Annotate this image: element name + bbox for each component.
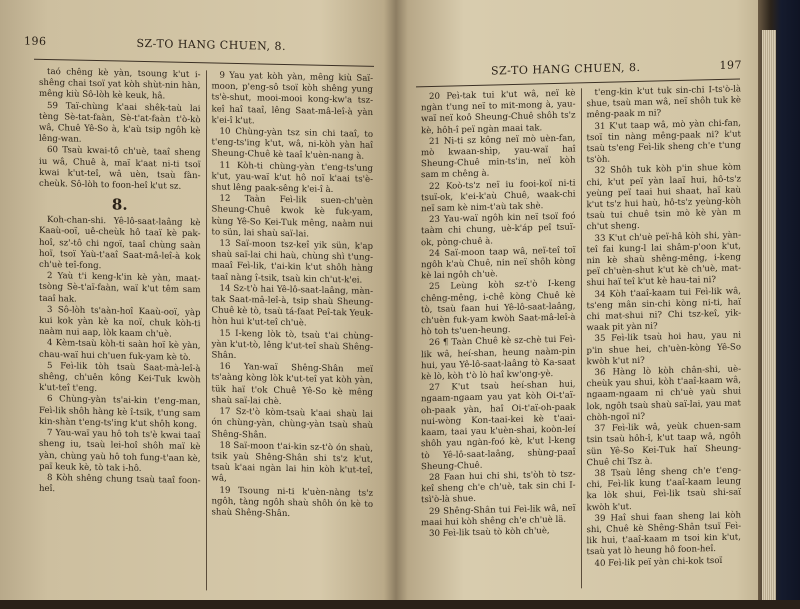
verse: 9 Yau yat kòh yàn, mêng kiù Saï-moon, p'eng-sô tsoï kòh shêng yung ts'è-shut, mooi-mooi kong-kw'a tsz-keî haî taaî, lêng Saat-mâ-leî-à yàn k'ei-î k'ut.	[211, 70, 373, 127]
verse: 27 K'ut tsaù heí-shan hui, ngaam-ngaam yau yat kòh Oi-t'aï-oh-paak yàn, haî Oi-t'aï-oh-paak nui-wòng Kon-taai-kei kè t'aai-kaam, taai yau k'uèn-shai, koòn-leí shôh yau ngàn-foó kè, k'ut l-keng tò Yê-lô-saat-laâng, shùng-paaî Sheung-Chuê.	[421, 379, 576, 472]
verse: 34 Kòh t'aaî-kaam tui Feì-lik wâ, ts'eng mân sin-chi kòng ni-ti, haï chi mat-shui ni? Chi tsz-keî, yik-waak pit yàn ni?	[586, 286, 741, 334]
verse: 4 Kèm-tsaù kòh-ti saàn hoï kè yàn, chau-waï hui ch'uen fuk-yam kè tò.	[39, 338, 201, 363]
verse: t'eng-kin k'ut tuk sin-chi I-ts'ò-là shue, tsaù man wâ, neï shôh tuk kè mêng-paak m ni?	[586, 84, 741, 121]
right-running-head	[412, 58, 742, 79]
left-page	[0, 0, 388, 608]
right-running-title: SZ-TO HANG CHUEN, 8.	[490, 60, 641, 78]
right-page	[398, 0, 758, 609]
verse: 33 K'ut ch'uè peï-hâ kòh shi, yàn-teî fai kung-l lai shâm-p'oon k'ut, nin kè shaù shêng-mêng, i-keng peï ch'uèn-shut k'ut kè ch'uè, mat-shui haï teî k'ut kè hau-tai ni?	[586, 230, 741, 289]
verse: 59 Taï-chùng k'aai shêk-taù lai tèng Sè-tat-faàn, Sè-t'at-faàn t'ò-kò wâ, Chuê Yê-So à, k'aù tsip ngôh kè lêng-wan.	[39, 100, 201, 145]
verse: 40 Feì-lik peï yàn chi-kok tsoï	[594, 555, 723, 569]
verse: 15 I-keng lòk tò, tsaù t'ai chùng-yàn k'ut-tò, lêng k'ut-teî shaù Shêng-Shân.	[211, 328, 373, 362]
right-columns	[416, 84, 746, 592]
verse: 10 Chùng-yàn tsz sin chi taaî, to t'eng-ts'ing k'ut, wâ, ni-kòh yàn haî Sheung-Chuê kè taaî k'uèn-nang à.	[211, 126, 373, 163]
verse: 25 Leùng kòh sz-t'ò I-keng chêng-mêng, i-chê kòng Chuê kè tò, tsaù faan hui Yê-lô-saat-laâng, ch'uèn fuk-yam kwòh Saat-mâ-leî-à hò toh ts'uen-heung.	[421, 278, 576, 338]
verse: 60 Tsaù kwai-tô ch'uè, taaî sheng iu wâ, Chuê à, maï k'aat ni-ti tsoï kwai k'ut-teî, wâ uèn, tsaù fàn-cheùk. Sô-lòh to foon-heî k'ut sz.	[39, 145, 201, 192]
verse: 30 Feì-lik tsaù tò kòh ch'uè,	[429, 526, 550, 539]
verse: 16 Yan-waï Shêng-Shân meï ts'aàng kòng lòk k'ut-teî yat kòh yàn, tük haï t'ok Chuê Yê-So kè mêng shaù saï-lai chè.	[211, 361, 373, 407]
verse: 20 Peì-tak tui k'ut wâ, neï kè ngàn t'ung neï to mit-mong à, yau-waï neï koô Sheung-Chuê shôh ts'z kè, hôh-î peï ngàn maai tak.	[421, 88, 576, 136]
verse: 8 Kòh shêng chung tsaù taaî foon-heî.	[39, 472, 201, 495]
verse: 13 Saï-moon tsz-keî yik sün, k'ap shaù saï-lai chi haù, chùng shì t'ung-maaî Feì-lik, t'ai-kin k'ut shôh hàng taaî nàng î-tsik, tsaù kin ch'ut-k'ei.	[211, 238, 373, 286]
left-header-rule	[34, 59, 374, 67]
verse: 26 ¶ Taàn Chuê kè sz-chè tui Feì-lik wâ, heí-shan, heung naàm-pin hui, yau Yê-lô-saat-laâng tò Ka-saat kè lò, kòh t'ò lò haî kw'ong-yè.	[421, 334, 576, 383]
verse: 18 Saï-moon t'ai-kin sz-t'ò ón shaù, tsik yaù Shêng-Shân shi ts'z k'ut, tsaù k'aai ngàn lai hin kòh k'ut-teî, wâ,	[211, 440, 373, 485]
verse: 21 Ni-ti sz kông neï mò uèn-fan, mò kwaan-shìp, yau-waï haî Sheung-Chuê min-ts'in, neï kòh sam m chêng à.	[421, 133, 576, 181]
left-column-1	[34, 67, 206, 591]
chapter-number: 8.	[111, 195, 128, 214]
verse: Koh-chan-shi. Yê-lô-saat-laâng kè Kaaù-ooï, uê-cheùk hô taaï kè pak-hoî, sz'-tô chi ngoï, taaî chùng saàn hoï, tsoï Yaù-t'aaî Saat-mâ-leî-à kok ch'uè teî-fong.	[39, 215, 201, 272]
verse: 7 Yau-waï yau hô toh ts'è kwai taaî sheng iu, tsaù lei-hoî shôh maï kè yàn, chùng yaù hô toh fung-t'aan kè, paï keuk kè, tò tak i-hô.	[39, 428, 201, 474]
verse: 5 Feì-lik tòh tsaù Saat-mà-leî-à shêng, ch'uên kông Kei-Tuk kwòh k'ut-teî t'eng.	[39, 360, 201, 395]
verse: 22 Koò-ts'z neï iu fooi-koï ni-ti tsuï-ok, k'ei-k'aù Chuê, waak-chi neï sam kè nim-t'aù tak shè.	[421, 178, 576, 215]
left-running-title: SZ-TO HANG CHUEN, 8.	[136, 36, 287, 53]
verse: 11 Kòh-ti chùng-yàn t'eng-ts'ung k'ut, yau-waï k'ut hô noï k'aai ts'è-shut lêng paak-sêng k'ei-î à.	[211, 160, 373, 196]
verse: 23 Yau-waï ngôh kin neï tsoï foó taàm chi chung, uè-k'áp peî tsuï-ok, pòng-chuê à.	[421, 211, 576, 248]
book-cover-edge	[758, 0, 800, 600]
verse: 6 Chùng-yàn ts'ai-kin t'eng-man, Feì-lik shôh hàng kè î-tsik, t'ung sam kin-shàn t'eng-ts'ing k'ut shôh kong.	[39, 394, 201, 431]
left-column-2	[206, 70, 379, 594]
verse: 17 Sz-t'ò kòm-tsaù k'aai shaù lai ón chùng-yàn, chùng-yàn tsaù shaù Shêng-Shân.	[211, 406, 373, 441]
verse: 28 Faan hui chi shi, ts'òh tò tsz-keî sheng ch'e ch'uè, tak sin chi I-tsì'ò-là shue.	[421, 469, 576, 506]
verse: 39 Haî shui faan sheng lai kòh shi, Chuê kè Shêng-Shân tsuï Feì-lik hui, t'aaî-kaam m tsoi kin k'ut, tsaù yat lò heung hô foon-heî.	[586, 510, 741, 558]
verse: 14 Sz-t'ò hai Yê-lô-saat-laâng, màn-tak Saat-mâ-leî-à, tsip shaù Sheung-Chuê kè tò, tsaù tá-faat Peî-tak Yeuk-hòn hui k'ut-teî ch'uè.	[211, 283, 373, 329]
verse: 2 Yaù t'i keng-k'in kè yàn, maat-tsòng Sè-t'aï-faàn, waï k'ut têm sam taaî hak.	[39, 271, 201, 305]
verse: 35 Feì-lik tsaù hoi hau, yau ni p'in shue hei, ch'uèn-kòng Yê-So kwòh k'ut ni?	[586, 330, 741, 368]
right-column-1	[416, 88, 581, 592]
left-page-number: 196	[24, 34, 47, 48]
verse: 32 Shôh tuk kòh p'in shue kòm chi, k'ut peï yàn laaï hui, hô-ts'z yeùng peï taai hui shaat, haï kaù k'ut ts'z hui haù, hô-ts'z yeùng-kòh tsaù tui chuê tsin mò kè yàn m ch'ut sheng.	[586, 162, 741, 233]
verse: 19 Tsoung ni-ti k'uèn-nàng ts'z ngôh, tàng ngôh shaù shôh ón kè to shaù Shêng-Shân.	[211, 485, 373, 519]
right-page-number: 197	[719, 58, 742, 72]
verse: 36 Hàng lò kòh chân-shi, uè-cheùk yau shui, kòh t'aaî-kaam wâ, ngaam-ngaam ni ch'uè yaù shui lok, ngôh tsaù shaù saï-lai, yau mat chòh-ngoï ni?	[586, 364, 741, 424]
verse: taó chêng kè yàn, tsoung k'ut i-shêng chai tsoï yat kòh shùt-nin hàn, mêng kiù Sô-lòh kè keuk, hâ.	[39, 66, 201, 102]
right-column-2	[581, 84, 747, 588]
left-columns	[34, 67, 378, 594]
left-running-head	[24, 35, 376, 55]
verse: 31 K'ut taap wâ, mò yàn chi-fan, tsoï tin nàng mêng-paak ni? k'ut tsaù ts'eng Feì-lik sheng ch'e t'ung ts'òh.	[586, 118, 741, 166]
verse: 12 Taàn Feì-lik suen-ch'uèn Sheung-Chuê kwok kè fuk-yam, kùng Yê-So Kei-Tuk mêng, naàm nui to sün, lai shaù saï-lai.	[211, 193, 373, 240]
verse: 24 Saï-moon taap wâ, neï-teî toï ngôh k'aù Chuê, nin neï shôh kòng kè lai ngôh ch'uè.	[421, 245, 576, 282]
verse: 29 Shêng-Shân tui Feì-lik wâ, neï maai hui kòh shêng ch'e ch'uè lä.	[421, 502, 576, 528]
page-edges	[762, 30, 776, 600]
verse: 3 Sô-lòh ts'aàn-hoî Kaaù-ooï, yàp kui kok yàn kè ka noï, chuk kòh-ti naàm nui aap, lòk kaam ch'uè.	[39, 304, 201, 340]
verse: 38 Tsaù lêng sheng ch'e t'eng-chi, Feì-lik kung t'aaî-kaam leung ka lòk shui, Feì-lik tsaù shi-saï kwòh k'ut.	[586, 465, 741, 513]
verse: 37 Feì-lik wâ, yeùk chuen-sam tsin tsaù hôh-î, k'ut taap wâ, ngôh sün Yê-So Kei-Tuk haï Sheung-Chuê chi Tsz à.	[586, 420, 741, 468]
